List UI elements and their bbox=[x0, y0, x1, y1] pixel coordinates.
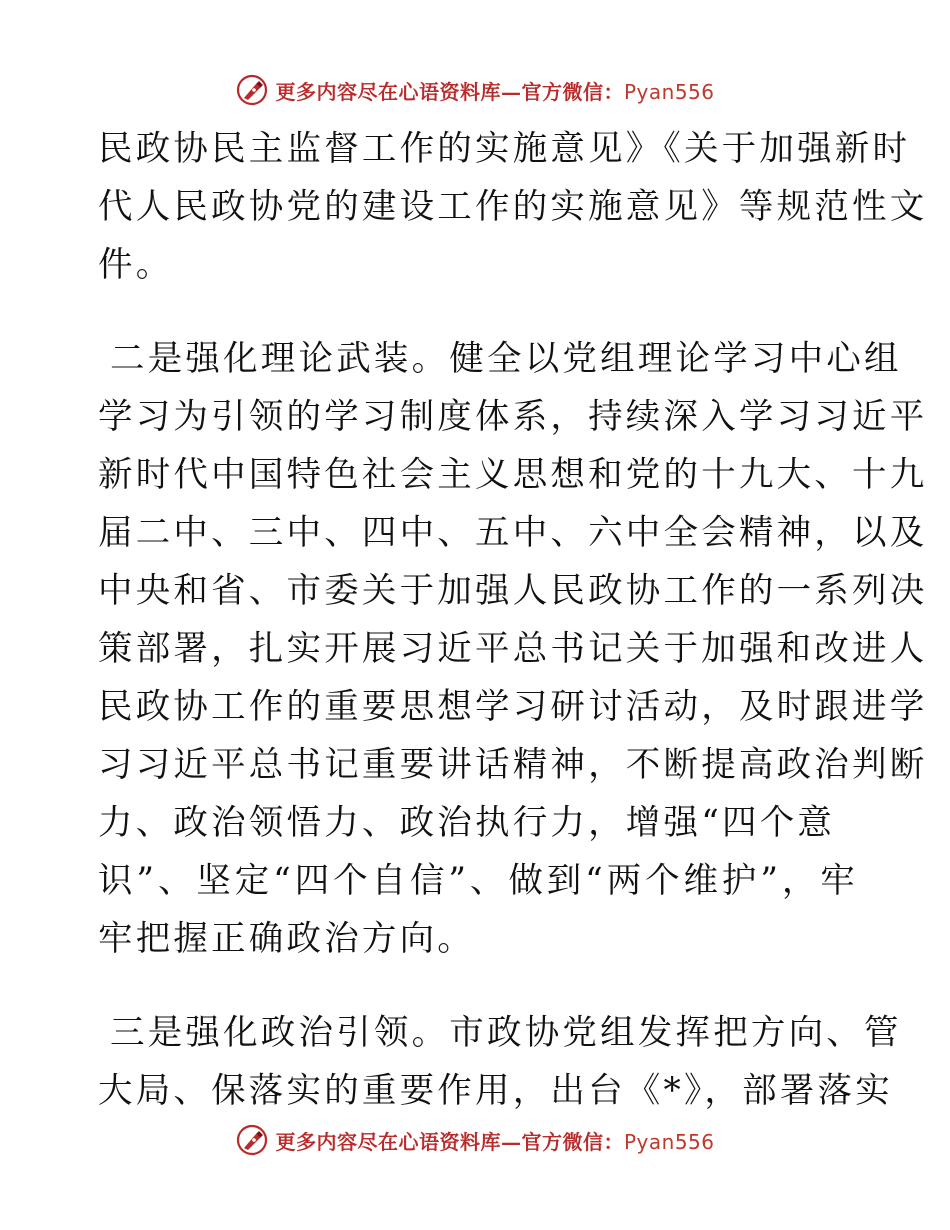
text-line: 力、政治领悟力、政治执行力，增强“四个意 bbox=[98, 803, 836, 843]
text-line: 大局、保落实的重要作用，出台《*》，部署落实 bbox=[98, 1071, 893, 1111]
text-line: 习习近平总书记重要讲话精神，不断提高政治判断 bbox=[98, 745, 928, 785]
pen-nib-logo-icon bbox=[235, 1123, 269, 1157]
pen-nib-logo-icon bbox=[235, 73, 269, 107]
paragraph-2 bbox=[98, 330, 928, 968]
text-line: 民政协工作的重要思想学习研讨活动，及时跟进学 bbox=[98, 687, 928, 727]
footer-banner bbox=[0, 1120, 950, 1160]
text-line: 策部署，扎实开展习近平总书记关于加强和改进人 bbox=[98, 629, 928, 669]
text-line: 识”、坚定“四个自信”、做到“两个维护”，牢 bbox=[98, 861, 858, 901]
paragraph-3 bbox=[98, 1004, 902, 1120]
text-line: 届二中、三中、四中、五中、六中全会精神，以及 bbox=[98, 513, 928, 553]
text-line: 件。 bbox=[98, 245, 174, 285]
text-line: 学习为引领的学习制度体系，持续深入学习习近平 bbox=[98, 397, 928, 437]
banner-text: 更多内容尽在心语资料库—官方微信：Pyan556 bbox=[275, 1129, 715, 1154]
text-line: 三是强化政治引领。市政协党组发挥把方向、管 bbox=[110, 1013, 902, 1053]
text-line: 二是强化理论武装。健全以党组理论学习中心组 bbox=[110, 339, 902, 379]
text-line: 民政协民主监督工作的实施意见》《关于加强新时 bbox=[98, 129, 911, 169]
wechat-handle: Pyan556 bbox=[623, 79, 715, 104]
text-line: 代人民政协党的建设工作的实施意见》等规范性文 bbox=[98, 187, 928, 227]
paragraph-1 bbox=[98, 120, 928, 294]
text-line: 新时代中国特色社会主义思想和党的十九大、十九 bbox=[98, 455, 928, 495]
text-line: 牢把握正确政治方向。 bbox=[98, 919, 475, 959]
text-line: 中央和省、市委关于加强人民政协工作的一系列决 bbox=[98, 571, 928, 611]
header-banner bbox=[0, 70, 950, 110]
wechat-handle: Pyan556 bbox=[623, 1129, 715, 1154]
document-body bbox=[98, 120, 928, 1120]
banner-text: 更多内容尽在心语资料库—官方微信：Pyan556 bbox=[275, 79, 715, 104]
